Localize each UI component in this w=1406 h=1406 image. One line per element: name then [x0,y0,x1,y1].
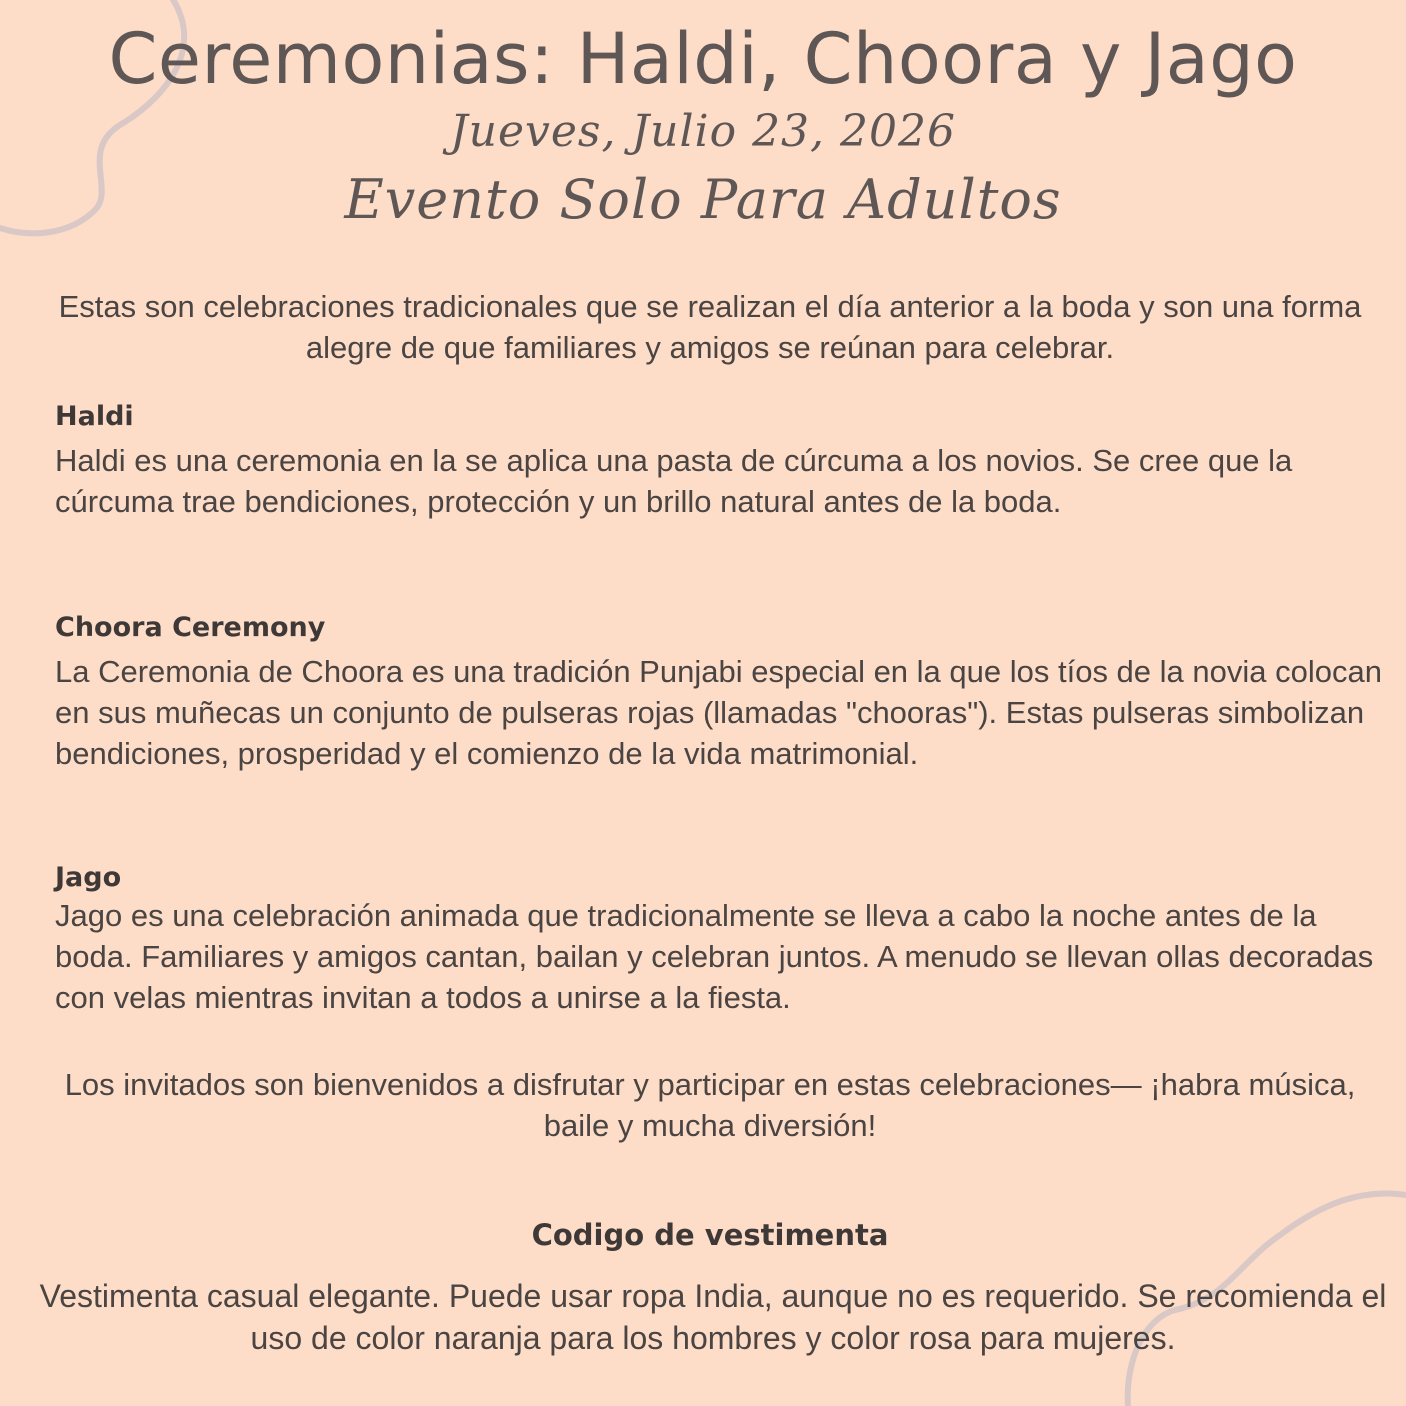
section-haldi [55,400,1385,522]
section-choora [55,611,1385,774]
adults-only-notice: Evento Solo Para Adultos [344,168,1062,231]
event-date: Jueves, Julio 23, 2026 [450,106,956,157]
dress-code-text: Vestimenta casual elegante. Puede usar ropa India, aunque no es requerido. Se recomienda el uso de color naranja para los hombres y color rosa para mujeres. [39,1278,1387,1356]
page-title: Ceremonias: Haldi, Choora y Jago [108,18,1298,100]
section-text: Jago es una celebración animada que tradicionalmente se lleva a cabo la noche antes de la boda. Familiares y amigos cantan, bailan y celebran juntos. A menudo se llevan ollas decoradas con velas mientras invitan a todos a unirse a la fiesta. [55,898,1374,1015]
section-text: Haldi es una ceremonia en la se aplica una pasta de cúrcuma a los novios. Se cree que la cúrcuma trae bendiciones, protección y un brillo natural antes de la boda. [55,443,1293,519]
intro-paragraph: Estas son celebraciones tradicionales que se realizan el día anterior a la boda y son una forma alegre de que familiares y amigos se reúnan para celebrar. [58,289,1362,365]
section-jago [55,861,1385,1018]
dress-code-heading: Codigo de vestimenta [531,1218,889,1252]
section-heading: Choora Ceremony [55,612,326,643]
section-heading: Haldi [55,401,134,432]
section-text: La Ceremonia de Choora es una tradición Punjabi especial en la que los tíos de la novia colocan en sus muñecas un conjunto de pulseras rojas (llamadas "chooras"). Estas pulseras simbolizan bendiciones, prosperidad y el comienzo de la vida matrimonial. [55,654,1382,771]
closing-paragraph: Los invitados son bienvenidos a disfrutar y participar en estas celebraciones— ¡habra música, baile y mucha diversión! [64,1067,1356,1143]
section-heading: Jago [55,862,122,893]
